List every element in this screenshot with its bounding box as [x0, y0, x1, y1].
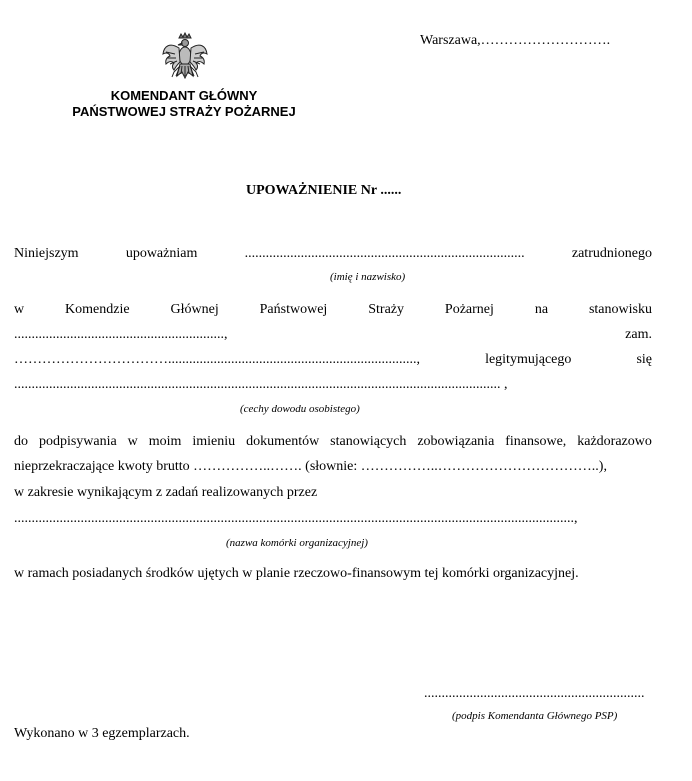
address-line	[14, 352, 652, 368]
address-placeholder: …………………………….......................................................................,	[14, 352, 420, 367]
budget-line: w ramach posiadanych środków ujętych w planie rzeczowo-finansowym tej komórki organizacyjnej.	[14, 566, 579, 581]
word: Straży	[368, 302, 404, 317]
signature-caption: (podpis Komendanta Głównego PSP)	[452, 710, 618, 722]
position-placeholder: ............................................................,	[14, 327, 228, 342]
issuer-title: KOMENDANT GŁÓWNY	[110, 88, 258, 103]
scope-line-1	[14, 434, 652, 450]
signature-line: ...............................................................	[424, 686, 645, 701]
document-title: UPOWAŻNIENIE Nr ......	[246, 183, 402, 198]
word: się	[636, 352, 652, 367]
word: Niniejszym	[14, 246, 79, 261]
amount-text: nieprzekraczające kwoty brutto ……………..……. (słownie: ……………..……………………………..),	[14, 459, 607, 474]
polish-eagle-emblem-icon	[160, 32, 210, 86]
id-placeholder: ........................................................................................................................................... ,	[14, 377, 508, 392]
amount-line	[14, 459, 652, 475]
word: Komendzie	[65, 302, 130, 317]
word: upoważniam	[125, 246, 198, 261]
word: do	[14, 434, 28, 449]
authorization-line-2	[14, 302, 652, 318]
word: w	[14, 302, 25, 317]
word: każdorazowo	[577, 434, 652, 449]
name-caption: (imię i nazwisko)	[330, 271, 406, 283]
id-document-line	[14, 377, 652, 393]
word: w	[127, 434, 138, 449]
position-line	[14, 327, 652, 343]
word: imieniu	[192, 434, 236, 449]
authorization-line-1	[14, 246, 652, 262]
word: stanowisku	[588, 302, 652, 317]
word: Głównej	[170, 302, 219, 317]
word: Państwowej	[259, 302, 328, 317]
copies-note: Wykonano w 3 egzemplarzach.	[14, 726, 190, 741]
word: moim	[148, 434, 182, 449]
issuer-organization: PAŃSTWOWEJ STRAŻY POŻARNEJ	[72, 104, 296, 119]
word: podpisywania	[38, 434, 117, 449]
id-caption: (cechy dowodu osobistego)	[240, 403, 360, 415]
word: stanowiących	[330, 434, 407, 449]
unit-line	[14, 511, 652, 527]
unit-placeholder: ................................................................................................................................................................,	[14, 511, 578, 526]
place-date: Warszawa,……………………….	[420, 33, 611, 48]
name-placeholder: ................................................................................	[244, 246, 525, 261]
word: legitymującego	[485, 352, 572, 367]
word: na	[534, 302, 549, 317]
word: zobowiązania	[417, 434, 495, 449]
word: Pożarnej	[444, 302, 494, 317]
word: dokumentów	[246, 434, 320, 449]
issuer-block	[60, 88, 308, 120]
unit-caption: (nazwa komórki organizacyjnej)	[226, 537, 368, 549]
word: finansowe,	[505, 434, 567, 449]
word: zatrudnionego	[571, 246, 652, 261]
scope-line-3: w zakresie wynikającym z zadań realizowanych przez	[14, 485, 318, 500]
word: zam.	[625, 327, 652, 342]
